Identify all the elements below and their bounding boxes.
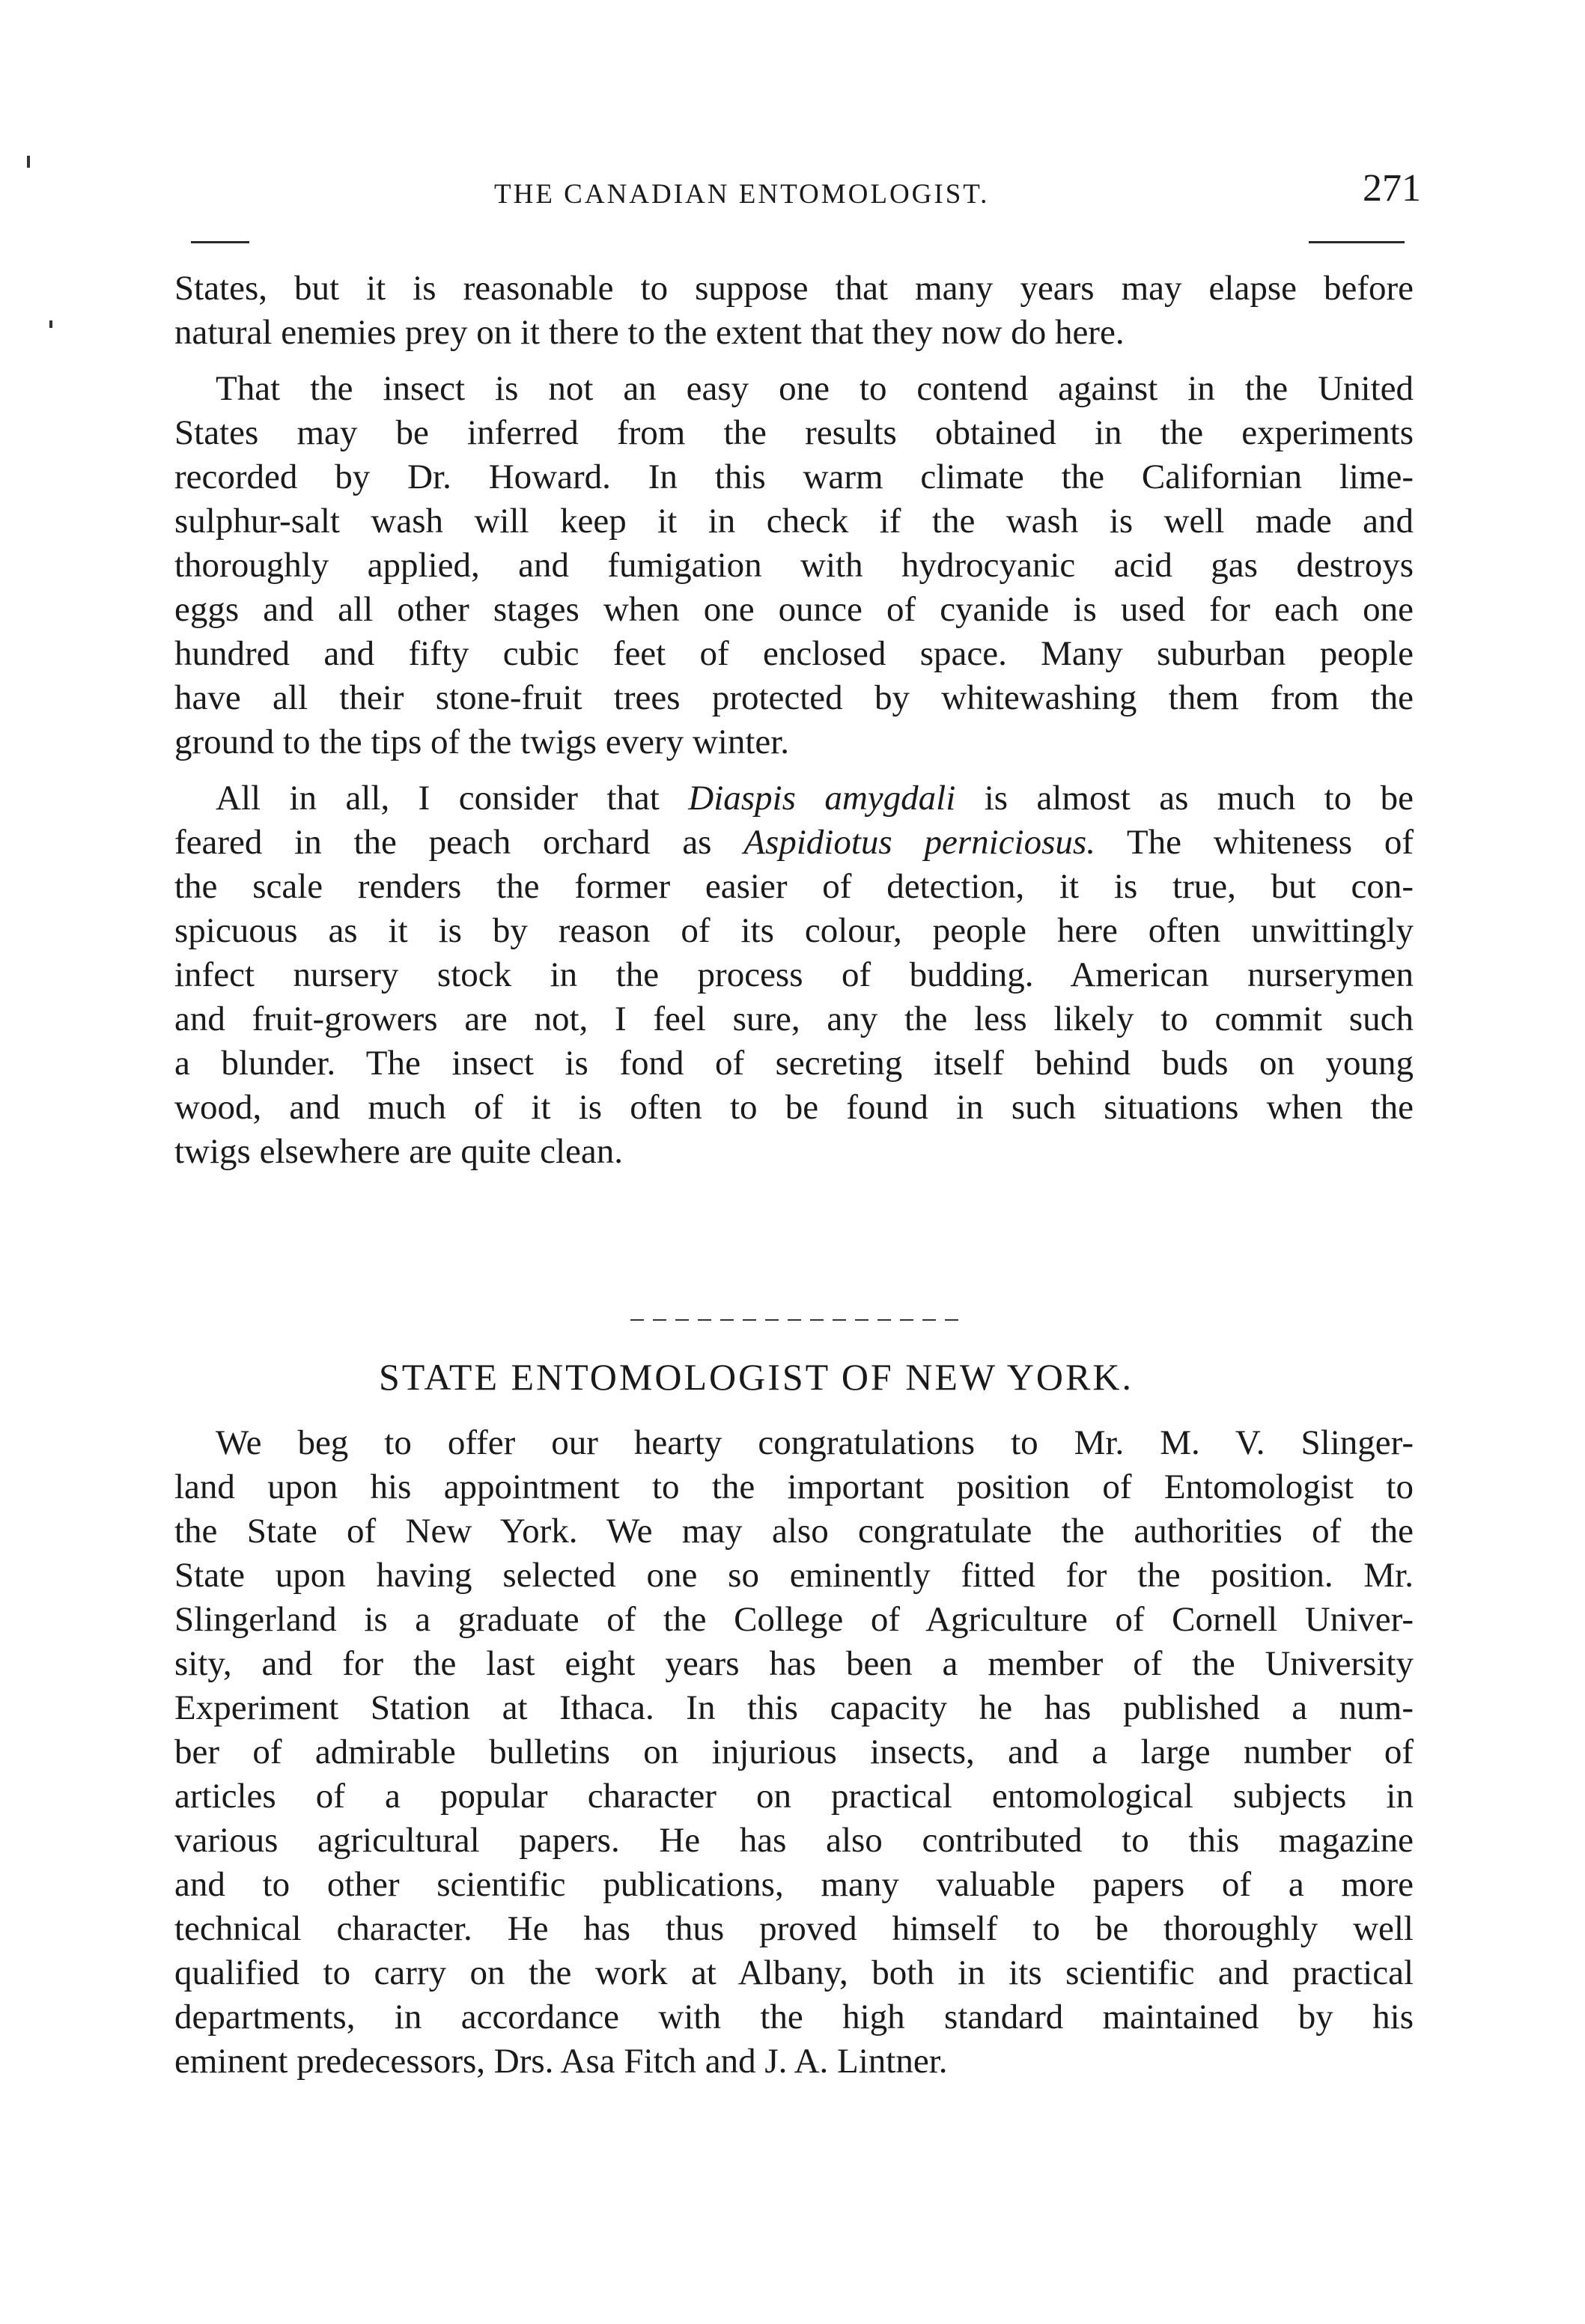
text-line: land upon his appointment to the important position of Entomologist to: [174, 1467, 1414, 1506]
text-line: articles of a popular character on practical entomological subjects in: [174, 1777, 1414, 1816]
text-line: the State of New York. We may also congratulate the authorities of the: [174, 1512, 1414, 1551]
article-continuation: [174, 267, 1414, 1174]
text-line: All in all, I consider that Diaspis amygdali is almost as much to be: [216, 779, 1414, 818]
section-divider: [630, 1319, 960, 1321]
text-line: qualified to carry on the work at Albany, both in its scientific and practical: [174, 1953, 1414, 1992]
text-line: hundred and fifty cubic feet of enclosed space. Many suburban people: [174, 634, 1414, 673]
text-line: eminent predecessors, Drs. Asa Fitch and J. A. Lintner.: [174, 2042, 948, 2081]
text-line: Slingerland is a graduate of the College of Agriculture of Cornell Univer-: [174, 1600, 1414, 1639]
text-line: natural enemies prey on it there to the extent that they now do here.: [174, 313, 1125, 352]
header-rule-right: [1309, 241, 1405, 243]
text-line: sulphur-salt wash will keep it in check if the wash is well made and: [174, 502, 1414, 541]
text-line: sity, and for the last eight years has been a member of the University: [174, 1644, 1414, 1683]
text-line: States may be inferred from the results obtained in the experiments: [174, 413, 1414, 452]
text-line: ground to the tips of the twigs every winter.: [174, 723, 790, 761]
text-line: We beg to offer our hearty congratulations to Mr. M. V. Slinger-: [216, 1423, 1414, 1462]
text-line: technical character. He has thus proved himself to be thoroughly well: [174, 1909, 1414, 1948]
article-state-entomologist: [174, 1421, 1414, 2084]
text-line: thoroughly applied, and fumigation with hydrocyanic acid gas destroys: [174, 546, 1414, 585]
text-line: various agricultural papers. He has also contributed to this magazine: [174, 1821, 1414, 1860]
text-line: have all their stone-fruit trees protected by whitewashing them from the: [174, 678, 1414, 717]
text-line: feared in the peach orchard as Aspidiotus perniciosus. The whiteness of: [174, 823, 1414, 862]
text-line: the scale renders the former easier of detection, it is true, but con-: [174, 867, 1414, 906]
running-title: THE CANADIAN ENTOMOLOGIST.: [494, 179, 990, 210]
species-name: Diaspis amygdali: [688, 779, 956, 818]
margin-mark: [27, 156, 30, 168]
text-line: a blunder. The insect is fond of secreting itself behind buds on young: [174, 1044, 1414, 1083]
header-rule-left: [191, 241, 249, 243]
text-line: That the insect is not an easy one to contend against in the United: [216, 369, 1414, 408]
text-line: and to other scientific publications, many valuable papers of a more: [174, 1865, 1414, 1904]
text-line: and fruit-growers are not, I feel sure, any the less likely to commit such: [174, 1000, 1414, 1038]
text-line: Experiment Station at Ithaca. In this capacity he has published a num-: [174, 1688, 1414, 1727]
text-line: recorded by Dr. Howard. In this warm climate the Californian lime-: [174, 457, 1414, 496]
text-line: spicuous as it is by reason of its colour, people here often unwittingly: [174, 911, 1414, 950]
text-line: eggs and all other stages when one ounce of cyanide is used for each one: [174, 590, 1414, 629]
text-line: infect nursery stock in the process of budding. American nurserymen: [174, 955, 1414, 994]
text-line: ber of admirable bulletins on injurious insects, and a large number of: [174, 1733, 1414, 1771]
page-number: 271: [1363, 167, 1421, 210]
margin-mark: [49, 320, 52, 328]
text-line: wood, and much of it is often to be found in such situations when the: [174, 1088, 1414, 1127]
text-line: State upon having selected one so eminently fitted for the position. Mr.: [174, 1556, 1414, 1595]
text-line: States, but it is reasonable to suppose that many years may elapse before: [174, 269, 1414, 308]
species-name: Aspidiotus perniciosus.: [743, 823, 1095, 862]
text-line: twigs elsewhere are quite clean.: [174, 1132, 623, 1171]
text-line: departments, in accordance with the high standard maintained by his: [174, 1998, 1414, 2036]
section-heading: STATE ENTOMOLOGIST OF NEW YORK.: [379, 1356, 1134, 1398]
